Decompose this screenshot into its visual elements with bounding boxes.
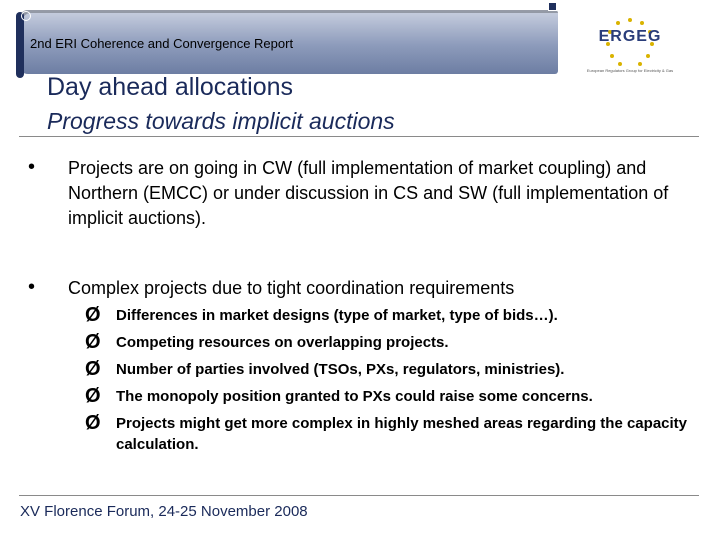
- arrow-bullet-icon: Ø: [85, 385, 101, 407]
- circle-icon: [21, 11, 31, 21]
- sub-bullet-text: Differences in market designs (type of market, type of bids…).: [116, 307, 558, 324]
- footer-divider: [19, 495, 699, 496]
- arrow-bullet-icon: Ø: [85, 412, 101, 434]
- arrow-bullet-icon: Ø: [85, 304, 101, 326]
- report-title: 2nd ERI Coherence and Convergence Report: [30, 36, 294, 51]
- bullet-icon: •: [28, 276, 36, 298]
- list-item: [85, 305, 705, 326]
- footer-text: XV Florence Forum, 24-25 November 2008: [20, 503, 308, 520]
- sub-bullet-list: [85, 305, 705, 461]
- list-item: [85, 386, 705, 407]
- bullet-text: Complex projects due to tight coordination requirements: [68, 278, 515, 298]
- sub-bullet-text: Number of parties involved (TSOs, PXs, regulators, ministries).: [116, 361, 565, 378]
- slide-subtitle: Progress towards implicit auctions: [47, 108, 395, 134]
- list-item: [85, 413, 705, 455]
- arrow-bullet-icon: Ø: [85, 331, 101, 353]
- list-item: [85, 359, 705, 380]
- sub-bullet-text: Projects might get more complex in highly meshed areas regarding the capacity calculation.: [116, 415, 688, 453]
- list-item: [85, 332, 705, 353]
- bullet-text: Projects are on going in CW (full implementation of market coupling) and Northern (EMCC) or under discussion in CS and SW (full implementation of implicit auctions).: [68, 158, 669, 228]
- arrow-bullet-icon: Ø: [85, 358, 101, 380]
- logo-wordmark: ERGEG: [598, 28, 662, 45]
- title-divider: [19, 136, 699, 137]
- banner-accent-bar: [16, 12, 24, 78]
- logo-subtitle: European Regulators Group for Electricity & Gas: [586, 68, 674, 73]
- sub-bullet-text: Competing resources on overlapping projects.: [116, 334, 449, 351]
- ergeg-logo: [580, 14, 680, 76]
- bullet-icon: •: [28, 156, 36, 178]
- square-icon: [548, 2, 557, 11]
- slide-title: Day ahead allocations: [47, 73, 293, 101]
- sub-bullet-text: The monopoly position granted to PXs could raise some concerns.: [116, 388, 593, 405]
